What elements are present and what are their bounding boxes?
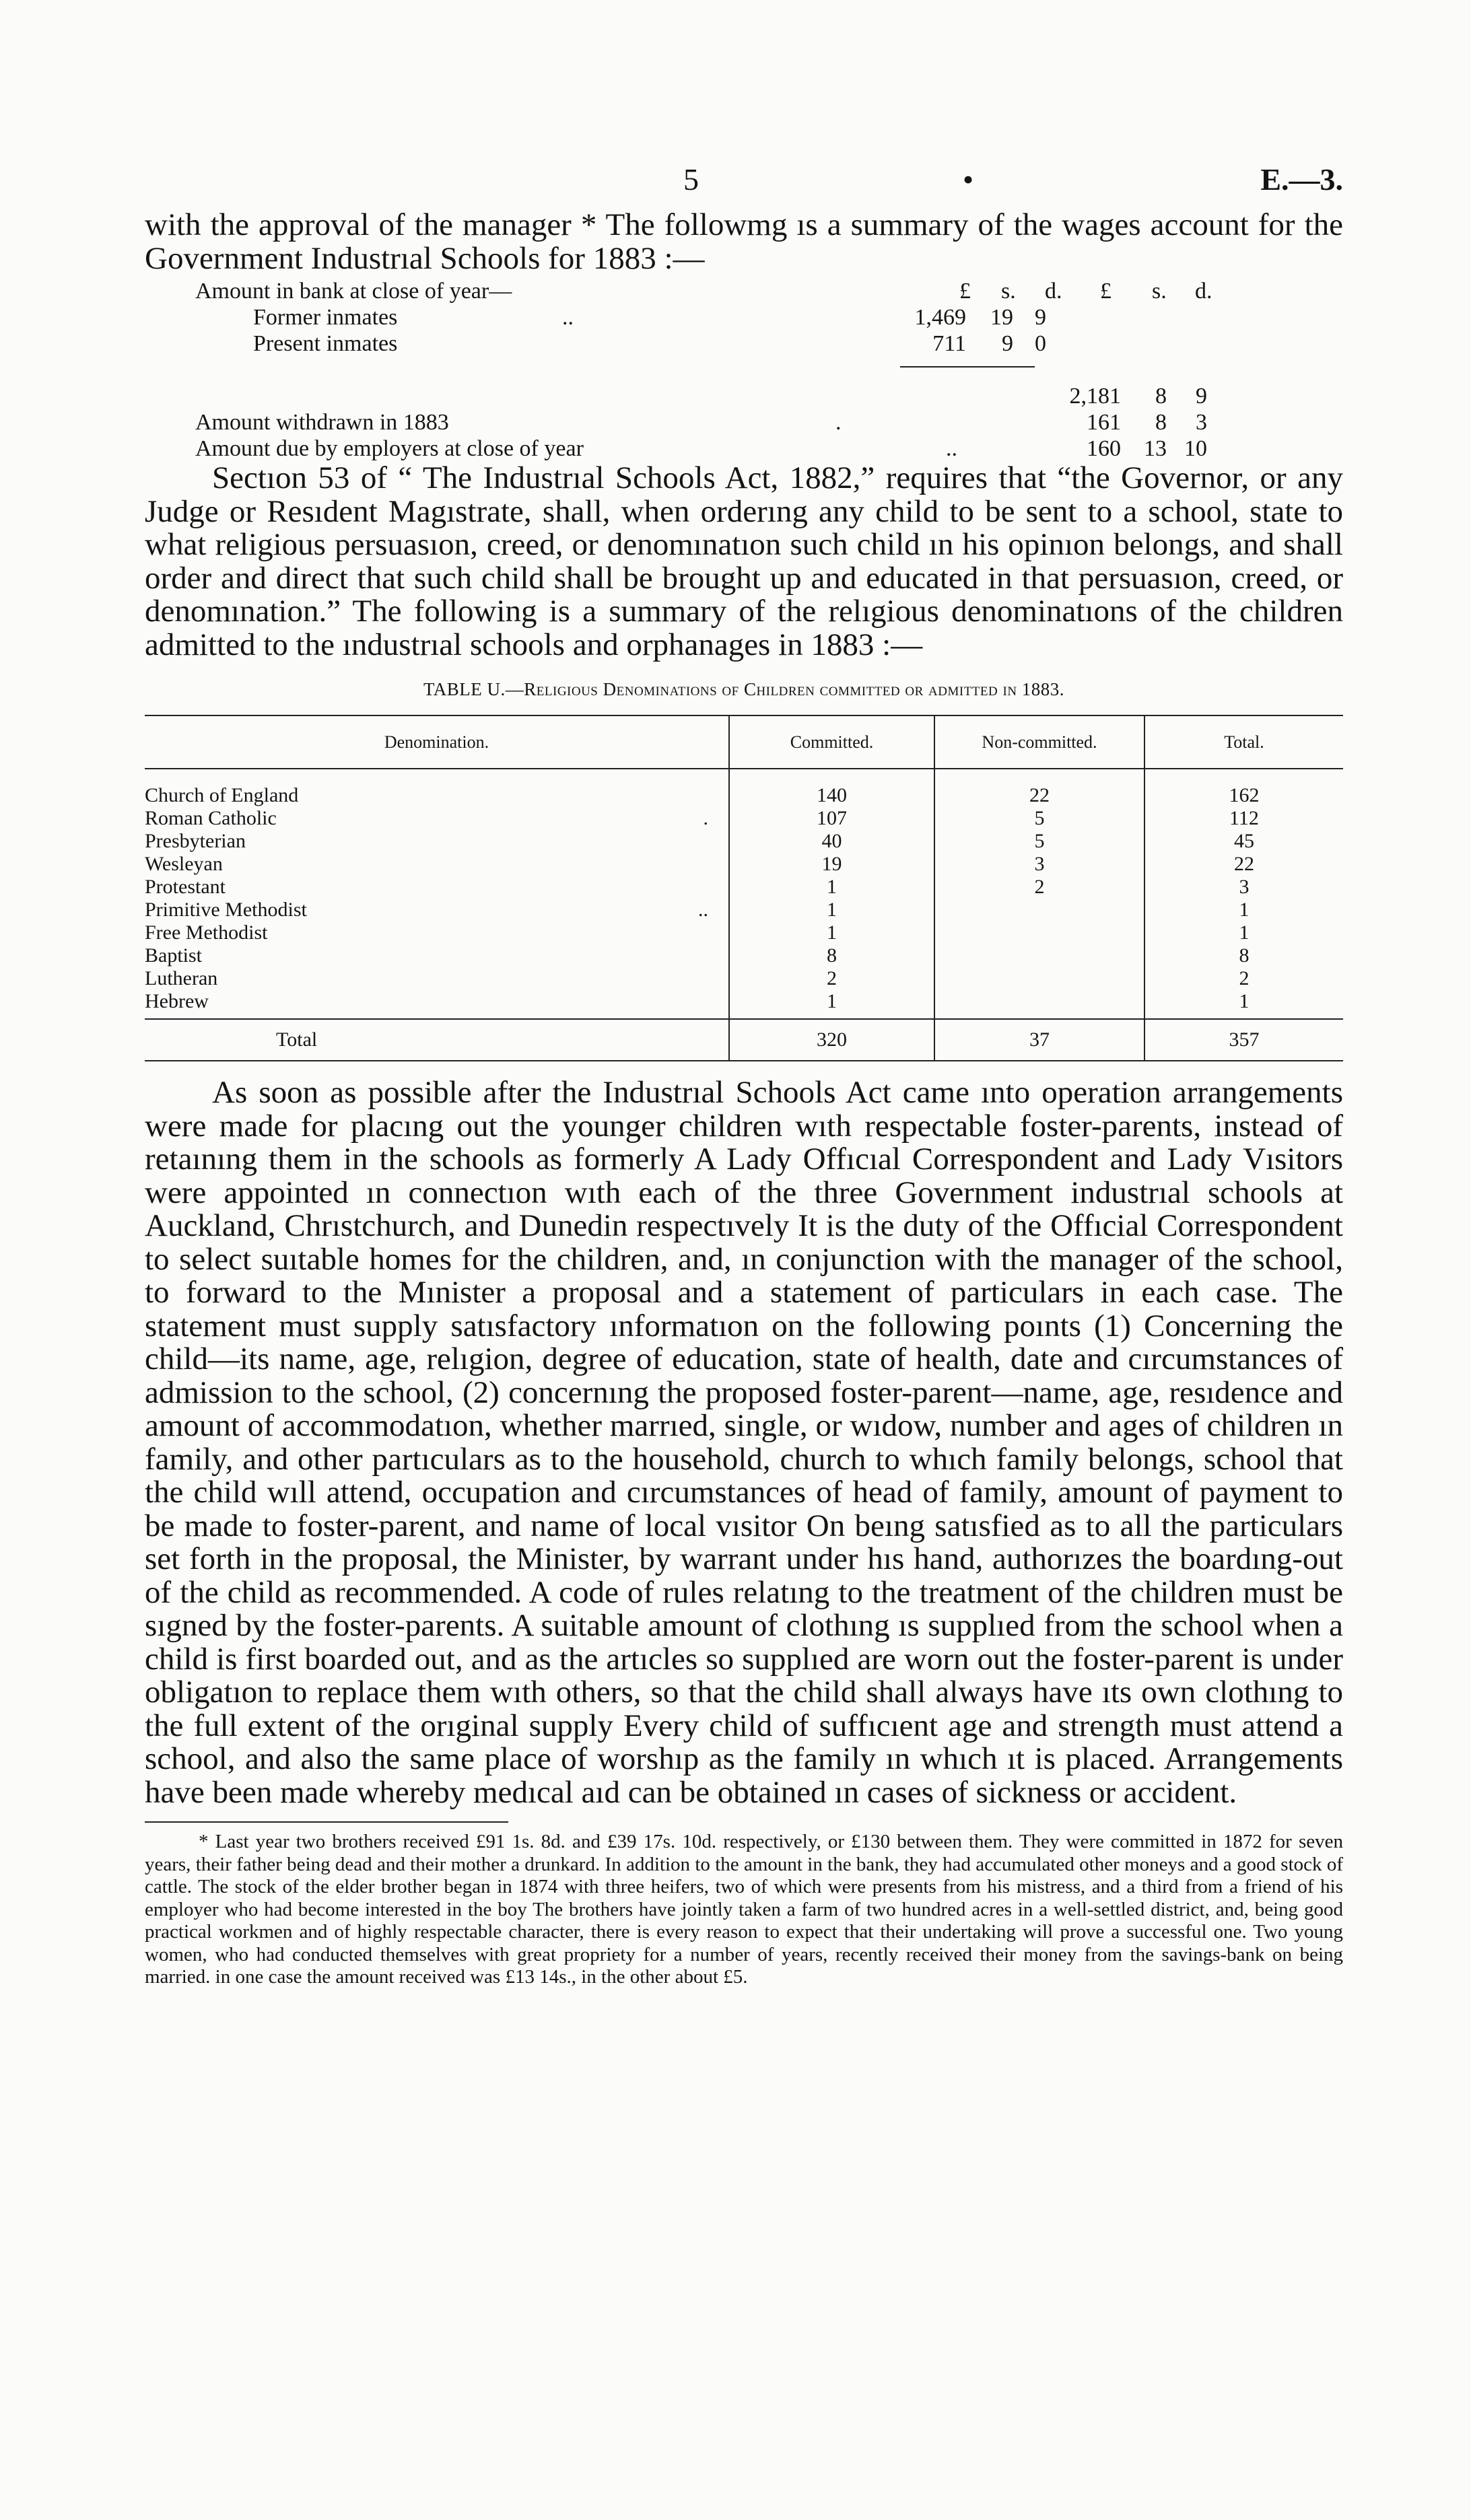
- committed-cell: 2: [729, 967, 934, 990]
- subtotal-rule-row: [195, 357, 1340, 383]
- total-cell: 2: [1144, 967, 1343, 990]
- total-cell: 3: [1144, 876, 1343, 899]
- committed-cell: 1: [729, 990, 934, 1019]
- bank-total-pounds: 2,181: [1069, 384, 1121, 409]
- due-row: [195, 435, 1340, 462]
- denomination-name: Hebrew: [145, 990, 209, 1012]
- present-inmates-label: Present inmates: [253, 331, 398, 356]
- due-pence: 10: [1184, 436, 1207, 461]
- intro-paragraph: with the approval of the manager * The followmg ıs a summary of the wages account for the Government Industrıal Schools for 1883 :—: [145, 207, 1343, 276]
- total-total: 357: [1144, 1019, 1343, 1061]
- denomination-cell: [145, 967, 729, 990]
- non-committed-cell: [934, 990, 1144, 1019]
- table-row: [145, 876, 1343, 899]
- denomination-name: Protestant: [145, 876, 226, 898]
- total-cell: 8: [1144, 944, 1343, 967]
- header-committed: Committed.: [729, 715, 934, 769]
- col-head-pence-2: d.: [1195, 279, 1212, 304]
- total-cell: 1: [1144, 990, 1343, 1019]
- non-committed-cell: [934, 899, 1144, 921]
- withdrawn-label: Amount withdrawn in 1883: [195, 410, 449, 435]
- document-page: [145, 135, 1343, 1989]
- denomination-cell: [145, 921, 729, 944]
- bank-total-row: [195, 383, 1340, 409]
- non-committed-cell: 3: [934, 853, 1144, 876]
- col-head-pounds-1: £: [959, 279, 971, 304]
- page-header: [145, 135, 1343, 209]
- committed-cell: 140: [729, 769, 934, 807]
- committed-cell: 40: [729, 830, 934, 853]
- non-committed-cell: [934, 944, 1144, 967]
- non-committed-cell: [934, 967, 1144, 990]
- committed-cell: 1: [729, 921, 934, 944]
- total-cell: 1: [1144, 921, 1343, 944]
- bank-total-shillings: 8: [1155, 384, 1167, 409]
- table-caption-title: Religious Denominations of Children committed or admitted in 1883.: [524, 679, 1065, 699]
- due-shillings: 13: [1144, 436, 1167, 461]
- denomination-cell: [145, 853, 729, 876]
- table-body: [145, 769, 1343, 1019]
- boarding-out-paragraph: As soon as possible after the Industrıal Schools Act came ınto operation arrangements were made for placıng out the younger children wıth respectable foster-parents, instead of retaınıng them in the schools as formerly A Lady Offıcıal Correspondent and Lady Vısitors were appointed ın connectıon wıth each of the three Government industrıal schools at Auckland, Chrıstchurch, and Dunedin respectıvely It is the duty of the Offıcial Correspondent to select suıtable homes for the children, and, ın conjunction with the manager of the school, to forward to the Mınister a proposal and a statement of particulars in each case. The statement must supply satısfactory ınformatıon on the following poınts (1) Concerning the child—its name, age, relıgion, degree of education, state of health, date and cırcumstances of admission to the school, (2) concernıng the proposed foster-parent—name, age, resıdence and amount of accommodatıon, whether marrıed, single, or wıdow, number and ages of children ın family, and other partıculars as to the household, church to whıch family belongs, school that the child wıll attend, occupation and cırcumstances of head of family, amount of payment to be made to foster-parent, and name of local vısitor On beıng satısfied as to all the particulars set forth in the proposal, the Minister, by warrant under hıs hand, authorızes the boardıng-out of the child as recommended. A code of rules relatıng to the treatment of the children must be sıgned by the foster-parents. A suitable amount of clothıng ıs supplıed from the school when a child is first boarded out, and as the artıcles so supplıed are worn out the foster-parent is under obligatıon to replace them wıth others, so that the child shall always have ıts own clothıng to the full extent of the orıginal supply Every child of suffıcıent age and strength must attend a school, and also the same place of worshıp as the family ın whıch ıt is placed. Arrangements have been made whereby medıcal aıd can be obtained ın cases of sickness or accident.: [145, 1075, 1343, 1810]
- denomination-cell: [145, 769, 729, 807]
- non-committed-cell: 5: [934, 830, 1144, 853]
- page-number: 5: [683, 162, 699, 197]
- wages-account-summary: [145, 278, 1343, 462]
- header-total: Total.: [1144, 715, 1343, 769]
- former-pence: 9: [1035, 305, 1046, 330]
- total-label: Total: [145, 1019, 729, 1061]
- footnote-text: * Last year two brothers received £91 1s. 8d. and £39 17s. 10d. respectively, or £130 between them. They were committed in 1872 for seven years, their father being dead and their mother a drunkard. In addition to the amount in the bank, they had accumulated other moneys and a good stock of cattle. The stock of the elder brother began in 1874 with three heifers, two of which were presents from his mistress, and a third from a friend of his employer who had become interested in the boy The brothers have jointly taken a farm of two hundred acres in a well-settled district, and, being good practical workmen and of highly respectable character, there is every reason to expect that their undertaking will prove a successful one. Two young women, who had conducted themselves with great propriety for a number of years, recently received their money from the savings-bank on being married. in one case the amount received was £13 14s., in the other about £5.: [145, 1831, 1343, 1988]
- col-head-pounds-2: £: [1100, 279, 1111, 304]
- withdrawn-dots: .: [835, 410, 842, 435]
- non-committed-cell: 2: [934, 876, 1144, 899]
- committed-cell: 1: [729, 899, 934, 921]
- total-cell: 112: [1144, 807, 1343, 830]
- footnote-rule: [145, 1821, 508, 1823]
- denomination-name: Lutheran: [145, 967, 218, 989]
- total-committed: 320: [729, 1019, 934, 1061]
- former-inmates-row: [195, 304, 1340, 330]
- table-row: [145, 990, 1343, 1019]
- denomination-cell: [145, 990, 729, 1019]
- leader-dots: .: [703, 807, 708, 829]
- account-heading-row: [195, 278, 1340, 304]
- former-inmates-label: Former inmates: [253, 305, 398, 330]
- total-non-committed: 37: [934, 1019, 1144, 1061]
- table-row: [145, 921, 1343, 944]
- denominations-table: [145, 715, 1343, 1061]
- leader-dots: ..: [698, 899, 708, 921]
- table-header-row: [145, 715, 1343, 769]
- former-dots: ..: [562, 305, 574, 330]
- former-shillings: 19: [990, 305, 1013, 330]
- withdrawn-shillings: 8: [1155, 410, 1167, 435]
- table-row: [145, 769, 1343, 807]
- table-row: [145, 853, 1343, 876]
- col-head-shillings-2: s.: [1152, 279, 1167, 304]
- total-cell: 45: [1144, 830, 1343, 853]
- denomination-name: Roman Catholic: [145, 807, 277, 829]
- col-head-pence-1: d.: [1045, 279, 1062, 304]
- denomination-cell: [145, 899, 729, 921]
- footnote: [145, 1831, 1343, 1989]
- due-dots: ..: [946, 436, 957, 461]
- denomination-name: Church of England: [145, 784, 299, 806]
- table-row: [145, 830, 1343, 853]
- denomination-name: Baptist: [145, 944, 203, 967]
- committed-cell: 107: [729, 807, 934, 830]
- table-row: [145, 807, 1343, 830]
- table-caption-prefix: TABLE U.—: [423, 679, 524, 699]
- committed-cell: 19: [729, 853, 934, 876]
- former-pounds: 1,469: [914, 305, 966, 330]
- bank-total-pence: 9: [1196, 384, 1207, 409]
- header-dot: •: [963, 162, 974, 197]
- withdrawn-pounds: 161: [1087, 410, 1121, 435]
- denomination-name: Free Methodist: [145, 921, 268, 944]
- subtotal-rule: [900, 366, 1035, 368]
- account-heading: Amount in bank at close of year—: [195, 279, 512, 304]
- committed-cell: 1: [729, 876, 934, 899]
- denomination-cell: [145, 944, 729, 967]
- non-committed-cell: 5: [934, 807, 1144, 830]
- table-row: [145, 967, 1343, 990]
- present-pence: 0: [1035, 331, 1046, 356]
- present-shillings: 9: [1002, 331, 1013, 356]
- header-denomination: Denomination.: [145, 715, 729, 769]
- table-row: [145, 944, 1343, 967]
- present-pounds: 711: [932, 331, 966, 356]
- denomination-name: Presbyterian: [145, 830, 246, 852]
- table-total-row: [145, 1019, 1343, 1061]
- denomination-name: Wesleyan: [145, 853, 223, 875]
- header-non-committed: Non-committed.: [934, 715, 1144, 769]
- withdrawn-row: [195, 409, 1340, 435]
- denomination-cell: [145, 830, 729, 853]
- withdrawn-pence: 3: [1196, 410, 1207, 435]
- due-label: Amount due by employers at close of year: [195, 436, 584, 461]
- total-cell: 22: [1144, 853, 1343, 876]
- total-cell: 162: [1144, 769, 1343, 807]
- non-committed-cell: 22: [934, 769, 1144, 807]
- table-caption: [145, 679, 1343, 700]
- denomination-cell: [145, 807, 729, 830]
- col-head-shillings-1: s.: [1001, 279, 1016, 304]
- due-pounds: 160: [1087, 436, 1121, 461]
- total-cell: 1: [1144, 899, 1343, 921]
- denomination-name: Primitive Methodist: [145, 899, 307, 921]
- denomination-cell: [145, 876, 729, 899]
- document-reference: E.—3.: [1260, 162, 1343, 197]
- present-inmates-row: [195, 330, 1340, 357]
- table-row: [145, 899, 1343, 921]
- non-committed-cell: [934, 921, 1144, 944]
- committed-cell: 8: [729, 944, 934, 967]
- section-53-paragraph: Sectıon 53 of “ The Industrıal Schools Act, 1882,” requires that “the Governor, or any Judge or Resıdent Magıstrate, shall, when orderıng any child to be sent to a school, state to what religious persuasıon, creed, or denomınatıon such child ın his opinıon belongs, and shall order and direct that such child shall be brought up and educated in that persuasıon, creed, or denomınation.” The following is a summary of the relıgious denominatıons of the children admitted to the ındustrıal schools and orphanages in 1883 :—: [145, 460, 1343, 662]
